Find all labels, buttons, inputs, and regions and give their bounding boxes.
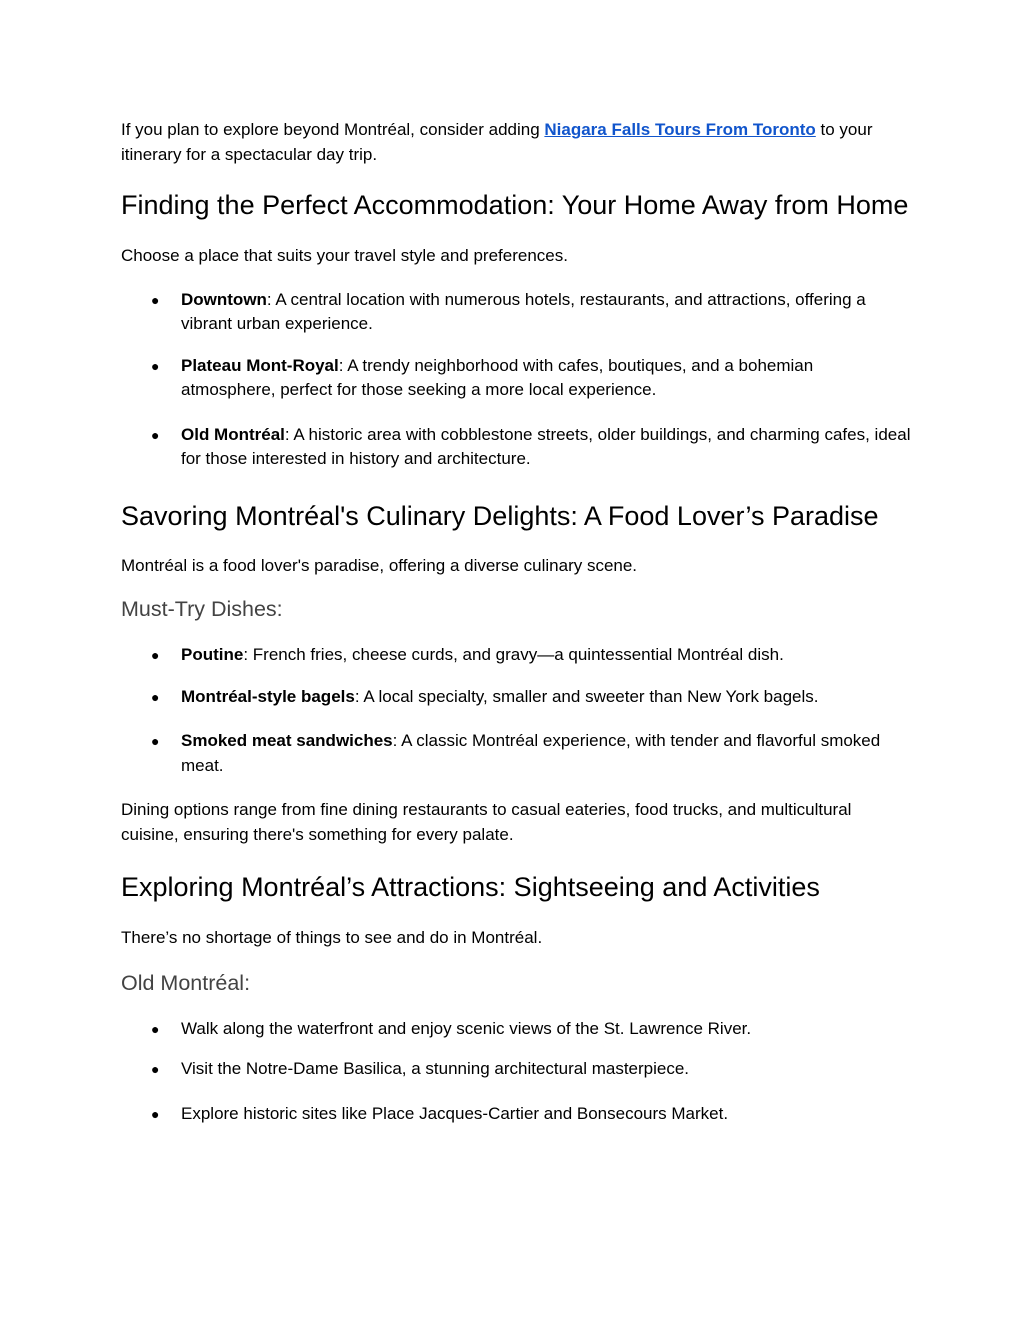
bullet-icon: ●	[151, 426, 160, 443]
list-item	[121, 423, 911, 472]
list-item-term: Poutine	[181, 645, 244, 664]
attractions-intro: There’s no shortage of things to see and do in Montréal.	[121, 928, 543, 947]
intro-text-after: to your itinerary for a spectacular day trip.	[121, 120, 873, 164]
list-item-desc: : A trendy neighborhood with cafes, boutiques, and a bohemian atmosphere, perfect for those seeking a more local experience.	[181, 355, 814, 399]
list-item-desc: : A historic area with cobblestone streets, older buildings, and charming cafes, ideal for those interested in history and architecture.	[181, 424, 911, 468]
dishes-list	[121, 643, 911, 778]
bullet-icon: ●	[151, 357, 160, 374]
old-montreal-subheading: Old Montréal:	[121, 970, 251, 995]
list-item-desc: : A central location with numerous hotels, restaurants, and attractions, offering a vibrant urban experience.	[181, 289, 866, 333]
list-item	[121, 643, 911, 668]
list-item	[121, 1102, 911, 1127]
culinary-heading: Savoring Montréal's Culinary Delights: A Food Lover’s Paradise	[121, 500, 879, 531]
list-item	[121, 1057, 911, 1082]
bullet-icon: ●	[151, 688, 160, 705]
list-item-term: Old Montréal	[181, 424, 285, 444]
list-item	[121, 729, 911, 778]
culinary-intro: Montréal is a food lover's paradise, offering a diverse culinary scene.	[121, 555, 638, 575]
list-item-text: Explore historic sites like Place Jacques-Cartier and Bonsecours Market.	[181, 1103, 729, 1123]
list-item	[121, 685, 911, 710]
list-item-text: Visit the Notre-Dame Basilica, a stunning architectural masterpiece.	[181, 1059, 690, 1078]
accommodation-list	[121, 288, 911, 472]
list-item-term: Montréal-style bagels	[181, 686, 355, 706]
list-item	[121, 354, 911, 403]
accommodation-intro: Choose a place that suits your travel style and preferences.	[121, 246, 568, 265]
list-item-desc: : A classic Montréal experience, with tender and flavorful smoked meat.	[181, 731, 881, 775]
bullet-icon: ●	[151, 1020, 160, 1037]
bullet-icon: ●	[151, 733, 160, 749]
list-item-desc: : French fries, cheese curds, and gravy—a quintessential Montréal dish.	[243, 645, 784, 664]
bullet-icon: ●	[151, 647, 160, 663]
document-page	[121, 118, 911, 1126]
must-try-dishes-subheading: Must-Try Dishes:	[121, 597, 283, 621]
intro-paragraph	[121, 118, 911, 167]
niagara-tours-link[interactable]: Niagara Falls Tours From Toronto	[544, 120, 816, 139]
list-item	[121, 288, 911, 337]
list-item	[121, 1017, 911, 1042]
intro-text-before: If you plan to explore beyond Montréal, consider adding	[121, 120, 545, 139]
list-item-desc: : A local specialty, smaller and sweeter than New York bagels.	[354, 686, 819, 706]
bullet-icon: ●	[151, 291, 160, 308]
attractions-list	[121, 1017, 911, 1127]
attractions-heading: Exploring Montréal’s Attractions: Sightseeing and Activities	[121, 872, 820, 902]
list-item-term: Downtown	[181, 289, 267, 309]
dining-options-paragraph: Dining options range from fine dining restaurants to casual eateries, food trucks, and multicultural cuisine, ensuring there's something for every palate.	[121, 800, 852, 844]
accommodation-heading: Finding the Perfect Accommodation: Your Home Away from Home	[121, 190, 909, 220]
list-item-term: Smoked meat sandwiches	[181, 731, 393, 750]
list-item-term: Plateau Mont-Royal	[181, 355, 339, 375]
bullet-icon: ●	[151, 1105, 160, 1122]
bullet-icon: ●	[151, 1061, 160, 1077]
list-item-text: Walk along the waterfront and enjoy scenic views of the St. Lawrence River.	[181, 1018, 752, 1038]
